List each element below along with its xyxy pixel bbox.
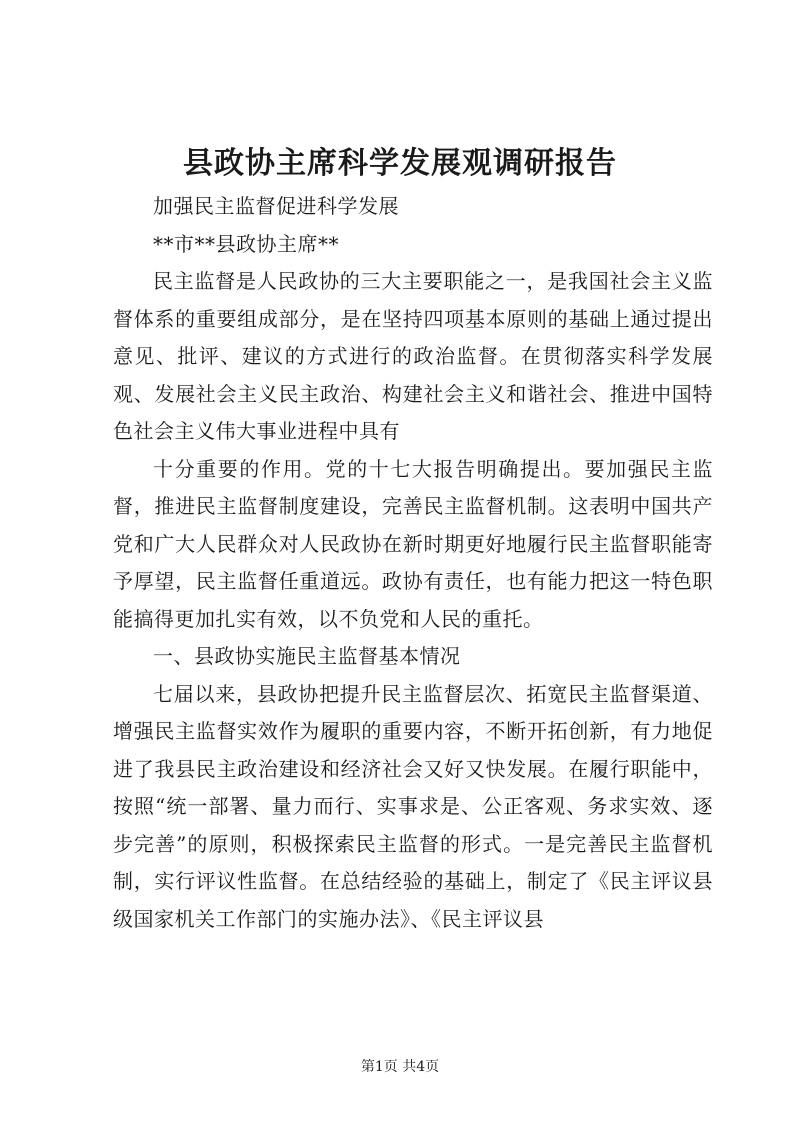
document-body (113, 188, 713, 938)
section-heading: 一、县政协实施民主监督基本情况 (153, 644, 461, 668)
body-paragraph: 民主监督是人民政协的三大主要职能之一，是我国社会主义监督体系的重要组成部分，是在坚持四项基本原则的基础上通过提出意见、批评、建议的方式进行的政治监督。在贯彻落实科学发展观、发展社会主义民主政治、构建社会主义和谐社会、推进中国特色社会主义伟大事业进程中具有 (113, 269, 713, 443)
document-title: 县政协主席科学发展观调研报告 (183, 146, 617, 181)
author-paragraph: **市**县政协主席** (153, 231, 339, 256)
body-paragraph: 七届以来，县政协把提升民主监督层次、拓宽民主监督渠道、增强民主监督实效作为履职的重要内容，不断开拓创新，有力地促进了我县民主政治建设和经济社会又好又快发展。在履行职能中，按照“统一部署、量力而行、实事求是、公正客观、务求实效、逐步完善”的原则，积极探索民主监督的形式。一是完善民主监督机制，实行评议性监督。在总结经验的基础上，制定了《民主评议县级国家机关工作部门的实施办法》、《民主评议县 (113, 681, 713, 931)
page-number-footer: 第1页 共4页 (360, 1059, 440, 1075)
body-paragraph: 十分重要的作用。党的十七大报告明确提出。要加强民主监督，推进民主监督制度建设，完善民主监督机制。这表明中国共产党和广大人民群众对人民政协在新时期更好地履行民主监督职能寄予厚望，民主监督任重道远。政协有责任，也有能力把这一特色职能搞得更加扎实有效，以不负党和人民的重托。 (113, 456, 713, 631)
subtitle-paragraph: 加强民主监督促进科学发展 (153, 194, 399, 218)
